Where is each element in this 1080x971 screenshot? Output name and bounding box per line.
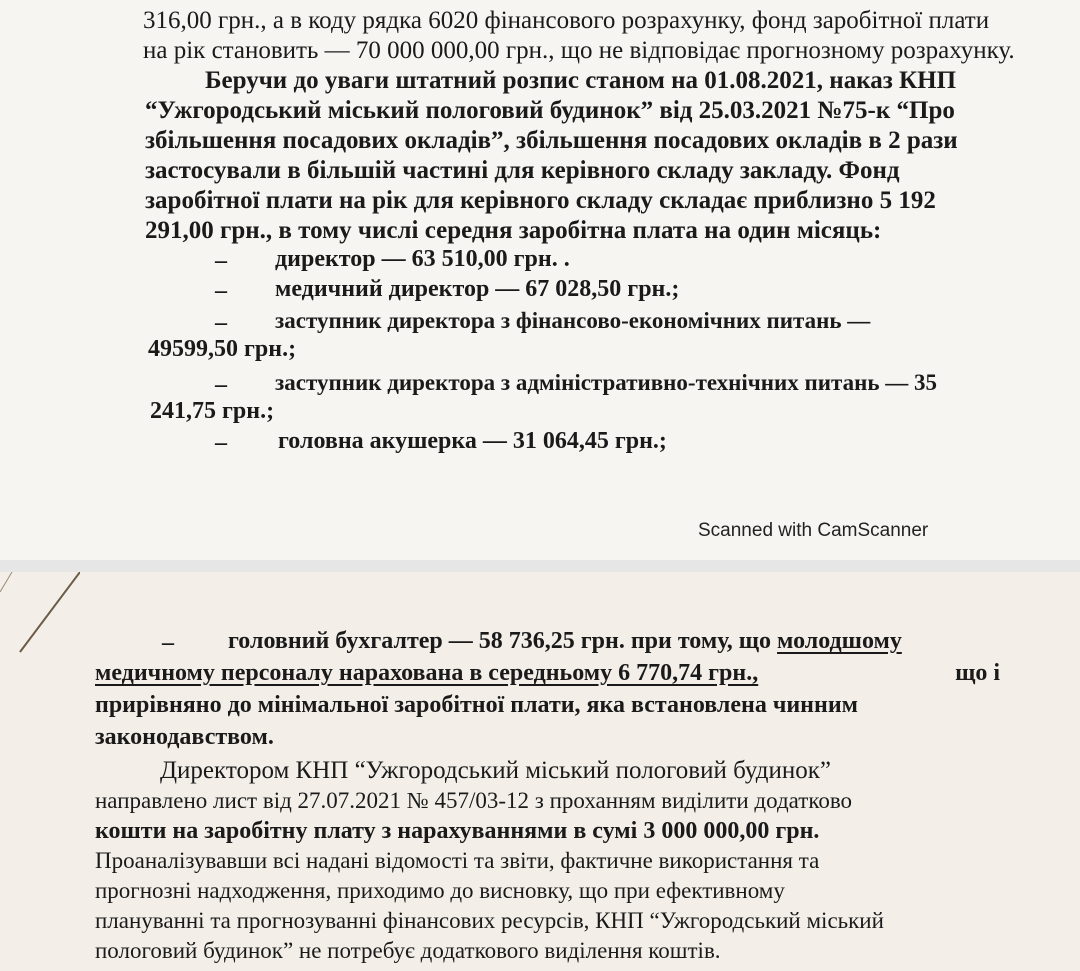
list-dash: –: [215, 248, 227, 274]
text-line: прирівняно до мінімальної заробітної плати, яка встановлена чинним: [95, 692, 859, 718]
text-line: законодавством.: [95, 724, 274, 750]
text-line-end: що і: [955, 660, 1000, 686]
text-line: [95, 658, 1000, 688]
text-line-1: 316,00 грн., а в коду рядка 6020 фінансового розрахунку, фонд заробітної плати: [143, 7, 990, 34]
text-line: пологовий будинок” не потребує додаткового виділення коштів.: [95, 938, 721, 963]
text-line: плануванні та прогнозуванні фінансових ресурсів, КНП “Ужгородський міський: [95, 908, 884, 933]
list-dash: –: [215, 372, 227, 398]
text-line: кошти на заробітну плату з нарахуваннями в сумі 3 000 000,00 грн.: [95, 818, 820, 844]
list-item: директор — 63 510,00 грн. .: [275, 246, 570, 272]
list-item: заступник директора з фінансово-економічних питань —: [275, 308, 871, 333]
underlined-text: молодшому: [777, 628, 902, 654]
text-line: прогнозні надходження, приходимо до висновку, що при ефективному: [95, 878, 785, 903]
text-line-7: заробітної плати на рік для керівного складу складає приблизно 5 192: [145, 187, 936, 214]
page-separator: [0, 560, 1080, 572]
page-fold-mark: [0, 572, 80, 692]
text-line-3: Беручи до уваги штатний розпис станом на 01.08.2021, наказ КНП: [205, 67, 957, 94]
list-dash: –: [162, 630, 174, 656]
scan-page-bottom: [0, 572, 1080, 971]
list-item-continuation: 241,75 грн.;: [150, 398, 275, 424]
list-item: медичний директор — 67 028,50 грн.;: [275, 276, 680, 302]
underlined-text: медичному персоналу нарахована в середньому 6 770,74 грн.,: [95, 660, 759, 686]
list-item: [228, 626, 902, 656]
list-dash: –: [215, 430, 227, 456]
list-dash: –: [215, 278, 227, 304]
list-item: головна акушерка — 31 064,45 грн.;: [278, 428, 667, 454]
text-line: Директором КНП “Ужгородський міський пологовий будинок”: [160, 757, 832, 784]
list-item-continuation: 49599,50 грн.;: [148, 336, 297, 362]
text-line-2: на рік становить — 70 000 000,00 грн., що не відповідає прогнозному розрахунку.: [143, 37, 1015, 64]
list-item: заступник директора з адміністративно-технічних питань — 35: [275, 370, 937, 395]
text-line-6: застосували в більшій частині для керівного складу закладу. Фонд: [145, 157, 900, 184]
text-line-5: збільшення посадових окладів”, збільшення посадових окладів в 2 рази: [145, 127, 958, 154]
text-line: направлено лист від 27.07.2021 № 457/03-12 з проханням виділити додатково: [95, 788, 853, 813]
text-line: Проаналізувавши всі надані відомості та звіти, фактичне використання та: [95, 848, 820, 873]
list-item-text: головний бухгалтер — 58 736,25 грн. при тому, що: [228, 628, 772, 654]
list-dash: –: [215, 310, 227, 336]
text-line-8: 291,00 грн., в тому числі середня заробітна плата на один місяць:: [145, 217, 882, 244]
text-line-4: “Ужгородський міський пологовий будинок” від 25.03.2021 №75-к “Про: [145, 97, 955, 124]
camscanner-watermark: Scanned with CamScanner: [698, 520, 929, 541]
